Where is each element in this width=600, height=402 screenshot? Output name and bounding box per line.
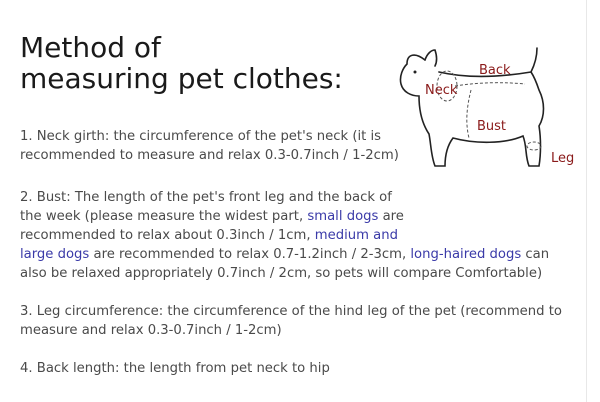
- step-neck-girth: 1. Neck girth: the circumference of the pet's neck (it is recommended to measure and relax 0.3-0.7inch / 1-2cm): [20, 129, 399, 163]
- title-line-1: Method of: [20, 31, 161, 64]
- page-title: [20, 32, 343, 94]
- dog-tail: [531, 48, 537, 72]
- highlight-long-haired-dogs: long-haired dogs: [410, 247, 522, 262]
- highlight-large-dogs: large dogs: [20, 247, 90, 262]
- dog-ear: [425, 50, 437, 66]
- leg-label: Leg: [551, 151, 575, 166]
- right-edge-divider: [586, 0, 587, 402]
- bust-label: Bust: [477, 119, 507, 134]
- back-measure-line: [455, 83, 525, 86]
- highlight-medium-and: medium and: [314, 228, 398, 243]
- highlight-small-dogs: small dogs: [307, 209, 379, 224]
- step-leg-circumference: 3. Leg circumference: the circumference of the hind leg of the pet (recommend to measure and relax 0.3-0.7inch / 1-2cm): [20, 304, 562, 338]
- step-back-length: 4. Back length: the length from pet neck to hip: [20, 361, 330, 376]
- dog-eye: [414, 71, 417, 74]
- step-bust: 2. Bust: The length of the pet's front leg and the back of the week (please measure the widest part, small dogs are recommended to relax about 0.3inch / 1cm, medium and large dogs are recommended to relax 0.7-1.2inch / 2-3cm, long-haired dogs can also be relaxed appropriately 0.7inch / 2cm, so pets will compare Comfortable): [20, 190, 550, 281]
- back-label: Back: [479, 63, 511, 78]
- neck-label: Neck: [425, 83, 458, 98]
- title-line-2: measuring pet clothes:: [20, 62, 343, 95]
